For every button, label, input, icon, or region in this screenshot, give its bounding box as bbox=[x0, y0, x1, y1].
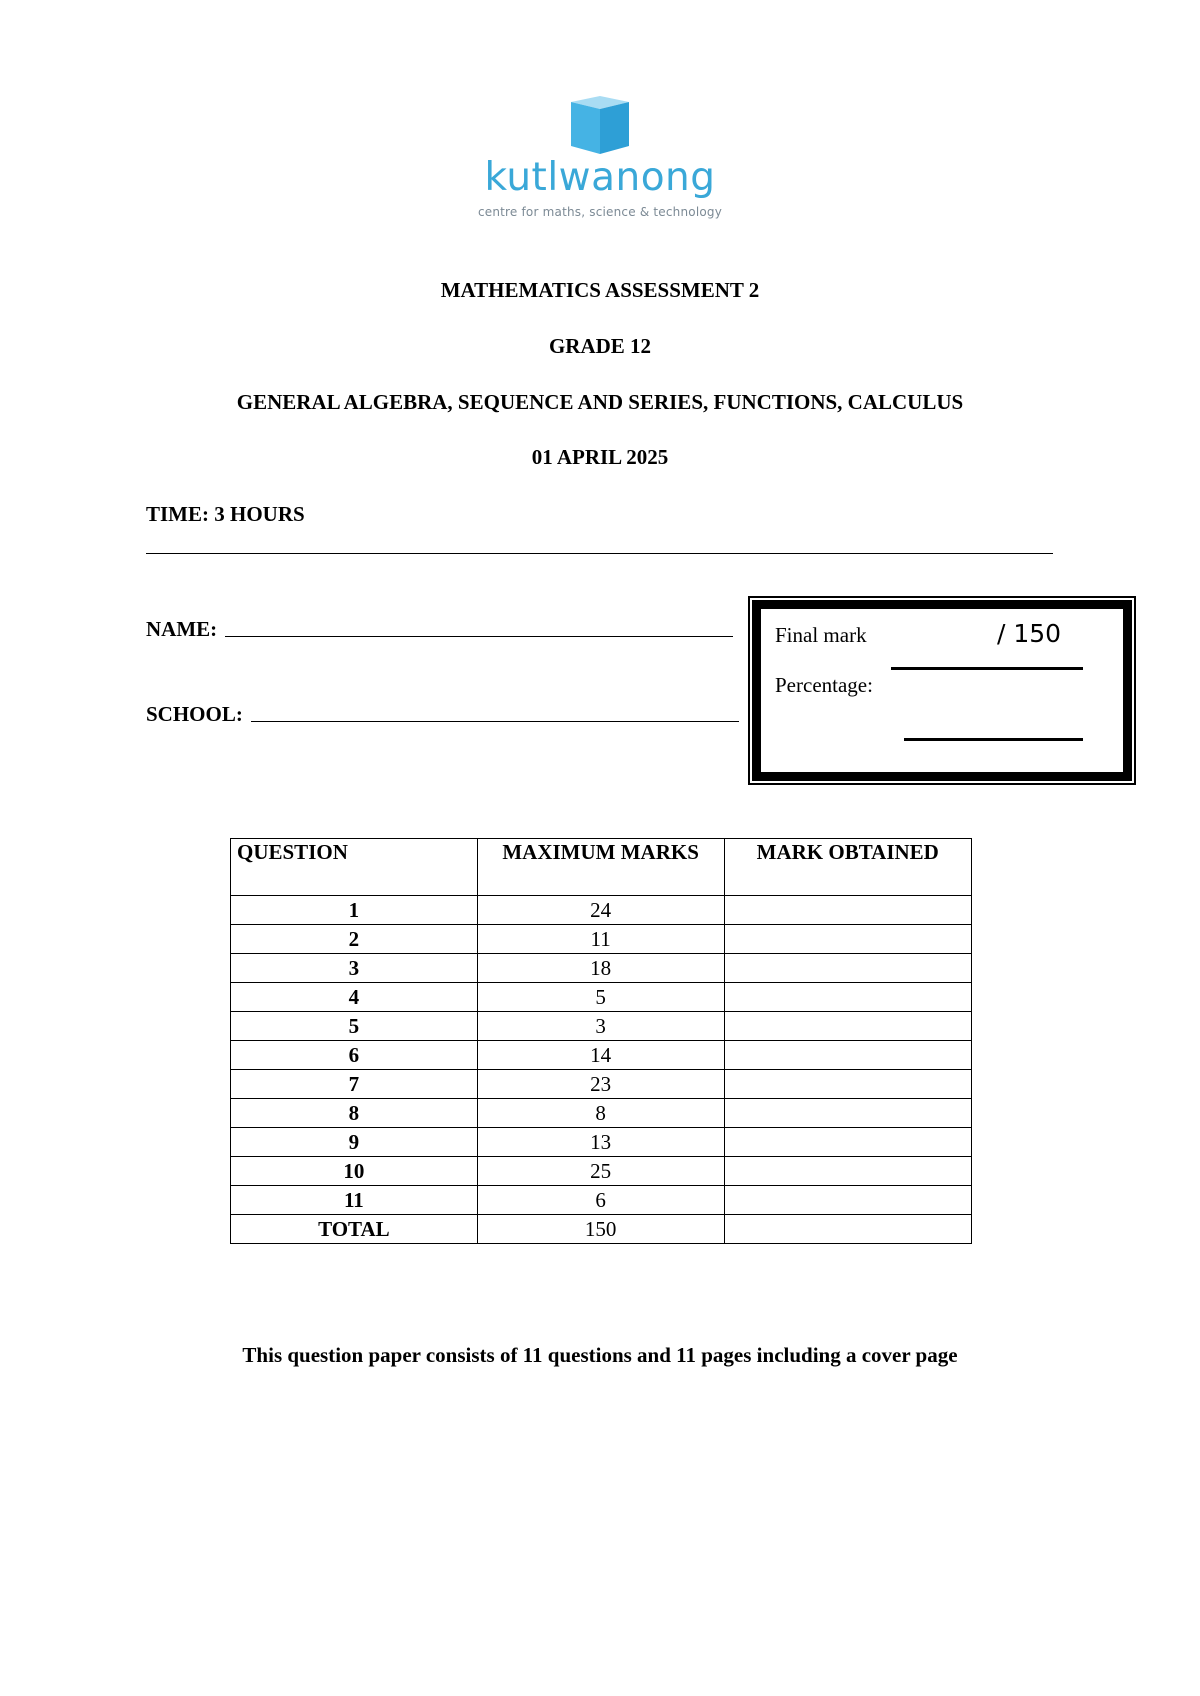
table-row bbox=[231, 1012, 972, 1041]
question-number: 1 bbox=[231, 896, 478, 925]
final-mark-total: / 150 bbox=[997, 619, 1062, 648]
final-mark-box bbox=[752, 600, 1132, 781]
mark-obtained-cell[interactable] bbox=[724, 983, 972, 1012]
name-field[interactable] bbox=[146, 617, 733, 642]
mark-obtained-cell[interactable] bbox=[724, 1186, 972, 1215]
marks-table bbox=[230, 838, 972, 1244]
table-total-row bbox=[231, 1215, 972, 1244]
mark-obtained-cell[interactable] bbox=[724, 1041, 972, 1070]
max-marks: 14 bbox=[477, 1041, 724, 1070]
mark-obtained-header: MARK OBTAINED bbox=[724, 839, 972, 896]
final-mark-label: Final mark bbox=[775, 623, 867, 647]
table-row bbox=[231, 925, 972, 954]
question-number: 9 bbox=[231, 1128, 478, 1157]
question-number: 3 bbox=[231, 954, 478, 983]
name-label: NAME: bbox=[146, 617, 218, 641]
question-number: 2 bbox=[231, 925, 478, 954]
assessment-title: MATHEMATICS ASSESSMENT 2 bbox=[440, 278, 760, 302]
question-number: 7 bbox=[231, 1070, 478, 1099]
table-row bbox=[231, 1070, 972, 1099]
max-marks: 13 bbox=[477, 1128, 724, 1157]
question-number: 8 bbox=[231, 1099, 478, 1128]
max-marks: 18 bbox=[477, 954, 724, 983]
total-max-marks: 150 bbox=[477, 1215, 724, 1244]
name-blank-line[interactable] bbox=[225, 635, 733, 637]
question-number: 11 bbox=[231, 1186, 478, 1215]
max-marks: 25 bbox=[477, 1157, 724, 1186]
logo bbox=[0, 96, 1200, 219]
mark-obtained-cell[interactable] bbox=[724, 1157, 972, 1186]
max-marks: 24 bbox=[477, 896, 724, 925]
mark-obtained-cell[interactable] bbox=[724, 896, 972, 925]
table-row bbox=[231, 1099, 972, 1128]
mark-obtained-cell[interactable] bbox=[724, 954, 972, 983]
table-header-row bbox=[231, 839, 972, 896]
school-label: SCHOOL: bbox=[146, 702, 243, 726]
final-mark-line[interactable] bbox=[891, 667, 1083, 670]
date-heading: 01 APRIL 2025 bbox=[531, 445, 669, 469]
max-marks: 6 bbox=[477, 1186, 724, 1215]
max-marks-header: MAXIMUM MARKS bbox=[477, 839, 724, 896]
grade-heading: GRADE 12 bbox=[548, 334, 652, 358]
paper-note: This question paper consists of 11 questions and 11 pages including a cover page bbox=[242, 1343, 958, 1367]
table-row bbox=[231, 896, 972, 925]
question-number: 4 bbox=[231, 983, 478, 1012]
question-number: 6 bbox=[231, 1041, 478, 1070]
table-row bbox=[231, 1186, 972, 1215]
max-marks: 8 bbox=[477, 1099, 724, 1128]
school-blank-line[interactable] bbox=[251, 720, 739, 722]
logo-wordmark: kutlwanong bbox=[484, 155, 716, 200]
divider-rule bbox=[146, 553, 1053, 554]
table-row bbox=[231, 983, 972, 1012]
question-number: 10 bbox=[231, 1157, 478, 1186]
topics-heading: GENERAL ALGEBRA, SEQUENCE AND SERIES, FUNCTIONS, CALCULUS bbox=[236, 390, 964, 414]
cube-logo-icon bbox=[565, 96, 635, 154]
max-marks: 23 bbox=[477, 1070, 724, 1099]
table-row bbox=[231, 1041, 972, 1070]
total-obtained-cell[interactable] bbox=[724, 1215, 972, 1244]
total-label: TOTAL bbox=[231, 1215, 478, 1244]
percentage-line[interactable] bbox=[904, 738, 1083, 741]
time-label: TIME: 3 HOURS bbox=[146, 502, 305, 526]
question-number: 5 bbox=[231, 1012, 478, 1041]
table-row bbox=[231, 1128, 972, 1157]
mark-obtained-cell[interactable] bbox=[724, 1070, 972, 1099]
logo-tagline: centre for maths, science & technology bbox=[477, 205, 723, 219]
max-marks: 5 bbox=[477, 983, 724, 1012]
max-marks: 3 bbox=[477, 1012, 724, 1041]
mark-obtained-cell[interactable] bbox=[724, 1128, 972, 1157]
table-row bbox=[231, 1157, 972, 1186]
mark-obtained-cell[interactable] bbox=[724, 925, 972, 954]
mark-obtained-cell[interactable] bbox=[724, 1099, 972, 1128]
school-field[interactable] bbox=[146, 702, 739, 727]
question-header: QUESTION bbox=[231, 839, 478, 896]
table-row bbox=[231, 954, 972, 983]
percentage-label: Percentage: bbox=[775, 673, 873, 697]
mark-obtained-cell[interactable] bbox=[724, 1012, 972, 1041]
max-marks: 11 bbox=[477, 925, 724, 954]
